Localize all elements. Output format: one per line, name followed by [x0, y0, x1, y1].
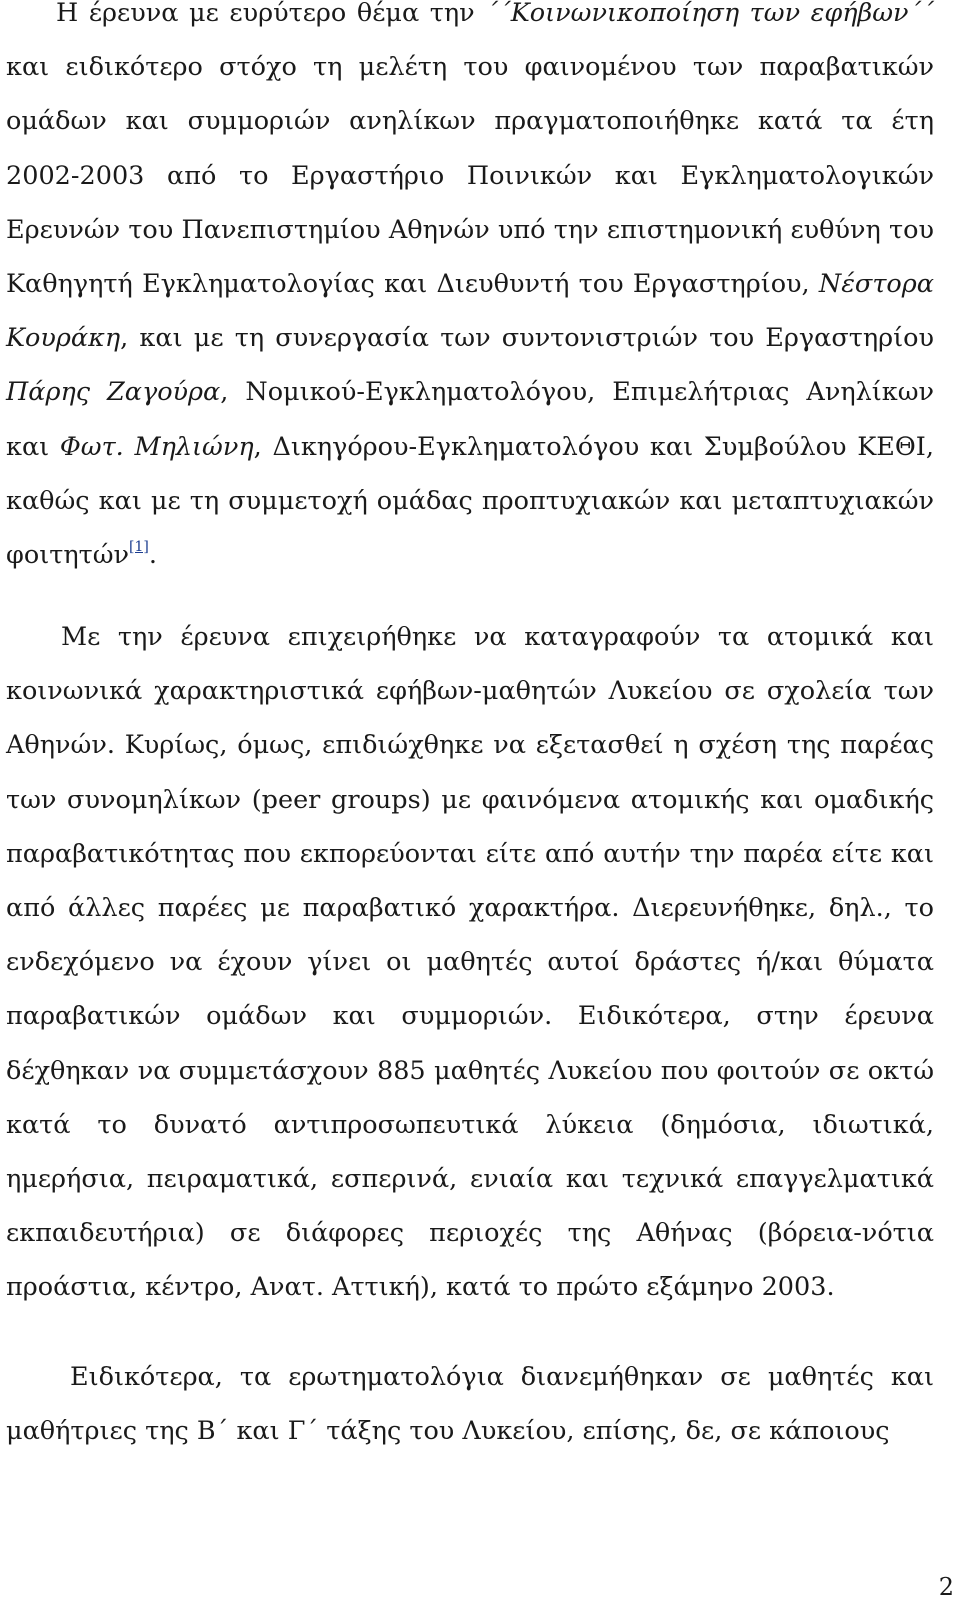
- p1-run-9: , Δικηγόρου-Εγκληματολόγου και Συμβούλου ΚΕΘΙ, καθώς και με τη συμμετοχή ομάδας προπτυχιακών και μεταπτυχιακών φοιτητών: [6, 431, 934, 571]
- p1-run-8-italic-name: Φωτ. Μηλιώνη: [59, 431, 254, 462]
- p1-run-5: , και με τη συνεργασία των συντονιστριών του Εργαστηρίου: [120, 323, 934, 354]
- p1-tail: .: [148, 540, 157, 571]
- footnote-link[interactable]: [1]: [129, 539, 149, 556]
- paragraph-1: [6, 0, 934, 582]
- p1-run-3: και ειδικότερο στόχο τη μελέτη του φαινομένου των παραβατικών ομάδων και συμμοριών ανηλίκων πραγματοποιήθηκε κατά τα έτη 2002-2003 από το Εργαστήριο Ποινικών και Εγκληματολογικών Ερευνών του Πανεπιστημίου Αθηνών υπό την επιστημονική ευθύνη του Καθηγητή Εγκληματολογίας και Διευθυντή του Εργαστηρίου,: [6, 52, 934, 300]
- page-number: 2: [938, 1573, 954, 1601]
- p1-run-2-italic-title: ΄΄Κοινωνικοποίηση των εφήβων΄΄: [485, 0, 935, 28]
- p1-run-4-italic-name: Νέστορα Κουράκη: [6, 269, 934, 354]
- paragraph-3: Ειδικότερα, τα ερωτηματολόγια διανεμήθηκαν σε μαθητές και μαθήτριες της Β΄ και Γ΄ τάξης του Λυκείου, επίσης, δε, σε κάποιους: [6, 1362, 934, 1447]
- p1-run-7: , Νομικού-Εγκληματολόγου, Επιμελήτριας Ανηλίκων και: [6, 377, 935, 462]
- p1-run-6-italic-name: Πάρης Ζαγούρα: [6, 377, 221, 408]
- paragraph-2: Με την έρευνα επιχειρήθηκε να καταγραφούν τα ατομικά και κοινωνικά χαρακτηριστικά εφήβων-μαθητών Λυκείου σε σχολεία των Αθηνών. Κυρίως, όμως, επιδιώχθηκε να εξετασθεί η σχέση της παρέας των συνομηλίκων (peer groups) με φαινόμενα ατομικής και ομαδικής παραβατικότητας που εκπορεύονται είτε από αυτήν την παρέα είτε και από άλλες παρέες με παραβατικό χαρακτήρα. Διερευνήθηκε, δηλ., το ενδεχόμενο να έχουν γίνει οι μαθητές αυτοί δράστες ή/και θύματα παραβατικών ομάδων και συμμοριών. Ειδικότερα, στην έρευνα δέχθηκαν να συμμετάσχουν 885 μαθητές Λυκείου που φοιτούν σε οκτώ κατά το δυνατό αντιπροσωπευτικά λύκεια (δημόσια, ιδιωτικά, ημερήσια, πειραματικά, εσπερινά, ενιαία και τεχνικά επαγγελματικά εκπαιδευτήρια) σε διάφορες περιοχές της Αθήνας (βόρεια-νότια προάστια, κέντρο, Ανατ. Αττική), κατά το πρώτο εξάμηνο 2003.: [6, 622, 934, 1303]
- p1-run-1: Η έρευνα με ευρύτερο θέμα την: [56, 0, 486, 28]
